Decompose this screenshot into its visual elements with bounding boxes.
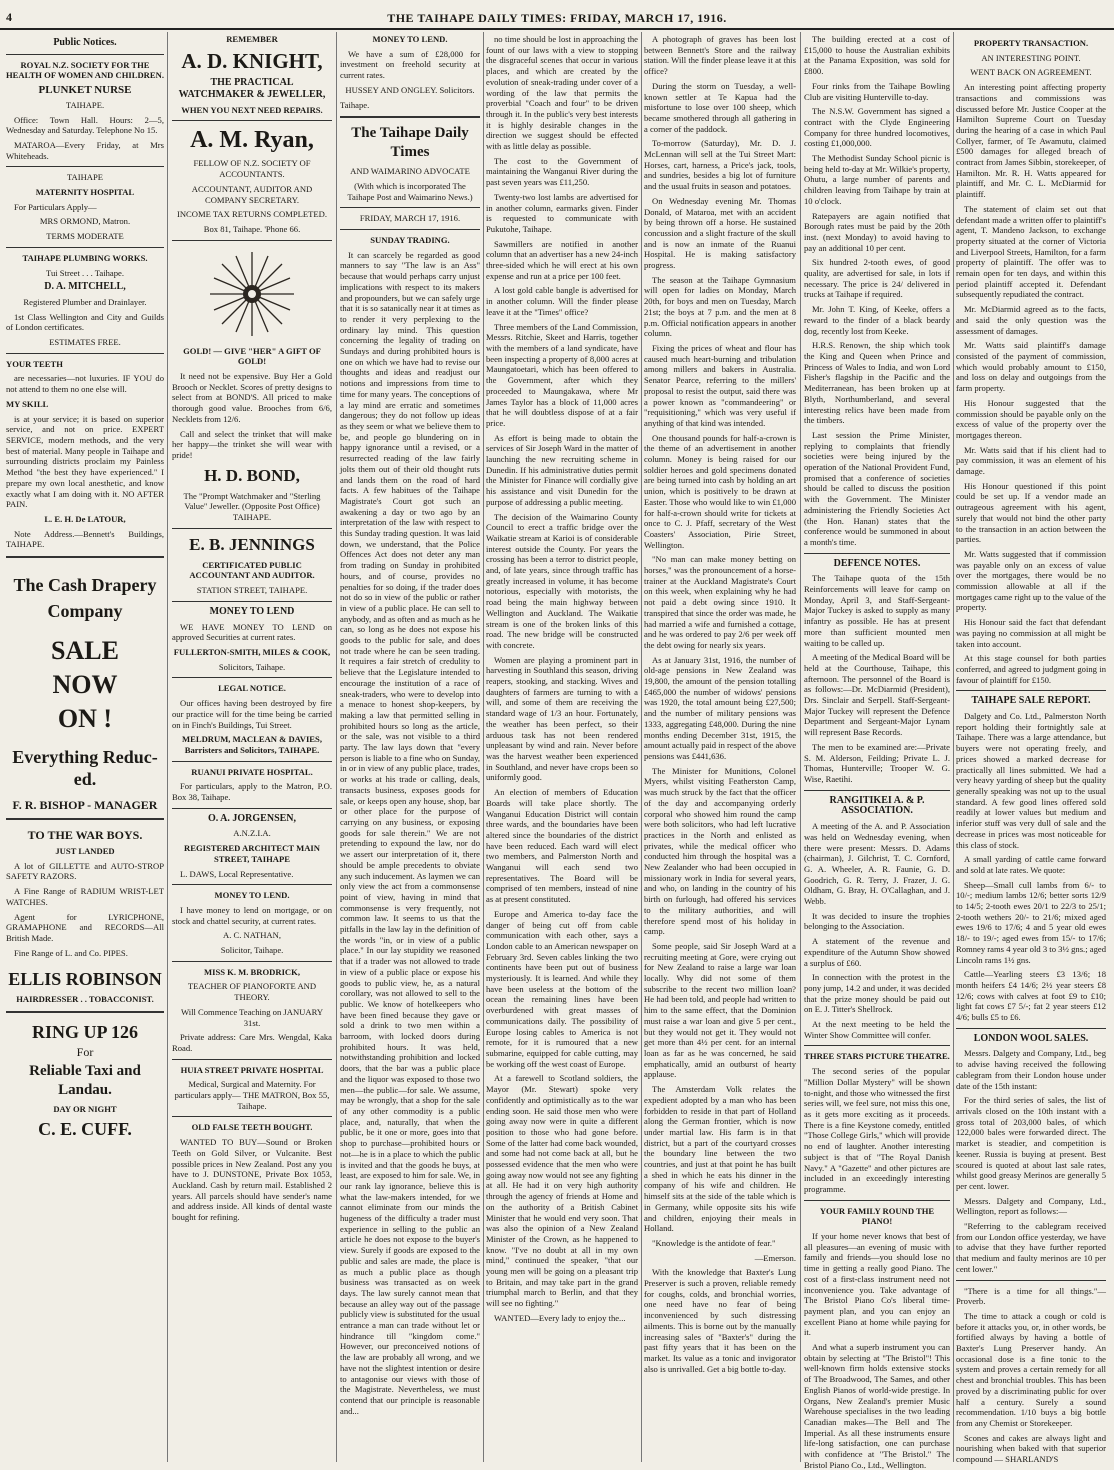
ruanui-hospital-body: For particulars, apply to the Matron, P.O. Box 38, Taihape. bbox=[172, 781, 332, 803]
bishop-manager: F. R. BISHOP - MANAGER bbox=[12, 798, 158, 813]
rangitikei-paragraph: A statement of the revenue and expenditure of the Autumn Show showed a surplus of £60. bbox=[804, 936, 950, 968]
maternity-heading: MATERNITY HOSPITAL bbox=[35, 187, 135, 198]
news-paragraph: An election of members of Education Boards will take place shortly. The Wanganui Education District will contain three wards, and the boundaries have been altered since the boundaries of the district have been reduced. Each ward will elect two members, and Palmerston North and Wanganui will each send two representatives. The Board will be comprised of ten members, instead of nine as at present constituted. bbox=[486, 787, 638, 905]
wool-paragraph: Messrs. Dalgety and Company, Ltd., Wellington, report as follows:— bbox=[956, 1195, 1106, 1217]
news-paragraph: As at January 31st, 1916, the number of old-age pensions in New Zealand was 19,800, the amount of the pension totalling £465,000 the number of widows' pensions was 1920, the total amount being £27,500; and the number of military pensions was 1333, aggregating £48,000. During the nine months ending December 31st, 1915, the amount actually paid in respect of the above pensions was £441,636. bbox=[644, 654, 797, 761]
knight-repairs: WHEN YOU NEXT NEED REPAIRS. bbox=[181, 104, 323, 115]
maternity-particulars: For Particulars Apply— bbox=[14, 201, 97, 212]
for-text: For bbox=[76, 1045, 94, 1060]
sharland-paragraph: Scones and cakes are always light and nourishing when baked with that superior compound — SHARLAND'S bbox=[956, 1432, 1106, 1465]
money-lend-body: We have a sum of £28,000 for investment on freehold security at current rates. bbox=[340, 48, 480, 81]
property-paragraph: Mr. Watts suggested that if commission was payable only on an excess of value over the mortgages, there would be no commission allowable at all if the mortgages came right up to the value of the property. bbox=[956, 548, 1106, 613]
jorgensen-name: O. A. JORGENSEN, bbox=[207, 812, 297, 824]
royal-society-notice: ROYAL N.Z. SOCIETY FOR THE HEALTH OF WOMEN AND CHILDREN. bbox=[6, 59, 164, 81]
daws-representative: L. DAWS, Local Representative. bbox=[180, 868, 294, 879]
radium-watches: A Fine Range of RADIUM WRIST-LET WATCHES. bbox=[6, 886, 164, 907]
news-paragraph: Last session the Prime Minister, replying to complaints that friendly societies were being injured by the operation of the National Provident Fund, promised that a conference of societies should be called to discuss the position with the Government. The Minister administering the Friendly Societies Act (the Hon. Hanan) states that the conference would be summoned in about a month's time. bbox=[804, 429, 950, 547]
teeth-heading: YOUR TEETH bbox=[6, 358, 63, 369]
ryan-box: Box 81, Taihape. 'Phone 66. bbox=[203, 223, 301, 234]
sale-text: SALE bbox=[51, 636, 119, 666]
column-rule bbox=[641, 32, 642, 1462]
column-rule bbox=[483, 32, 484, 1462]
masthead-title: THE TAIHAPE DAILY TIMES: FRIDAY, MARCH 17, 1916. bbox=[387, 11, 727, 25]
knight-name: A. D. KNIGHT, bbox=[181, 48, 323, 73]
emerson-quote: "Knowledge is the antidote of fear." bbox=[652, 1237, 776, 1248]
maternity-place: TAIHAPE bbox=[66, 172, 104, 183]
bond-name: H. D. BOND, bbox=[204, 465, 300, 485]
skill-body: is at your service; it is based on superior service, and not on price. EXPERT SERVICE, modern methods, and the very best of material. Many people in Taihape and surrounding districts proclaim my Painless Method "the best they have experienced." I prepare my own local anesthetic, and know exactly what I am doing with it. NO AFTER PAIN. bbox=[6, 413, 164, 510]
sale-report-paragraph: A small yarding of cattle came forward and sold at late rates. We quote: bbox=[956, 854, 1106, 875]
money-to-lend-2-heading: MONEY TO LEND. bbox=[214, 890, 290, 901]
nathan-solicitor: Solicitor, Taihape. bbox=[220, 945, 284, 956]
news-paragraph: The decision of the Waimarino County Council to erect a traffic bridge over the Waikatie stream at Karioi is of considerable interest outside the County. For years the crossing has been a terror to district people, and, of late years, since through traffic has greatly increased in volume, it has become notorious, especially with motorists, the road being the main highway between Wellington and Auckland. The Waikatie stream is one of the broken links of this road. The new bridge will be constructed with concrete. bbox=[486, 511, 638, 650]
meldrum-firm: MELDRUM, MACLEAN & DAVIES, Barristers and Solicitors, TAIHAPE. bbox=[182, 734, 322, 755]
fullerton-smith: FULLERTON-SMITH, MILES & COOK, bbox=[173, 646, 331, 657]
news-paragraph: "No man can make money betting on horses," was the pronouncement of a horse-trainer at the Auckland Magistrate's Court on this week, when explaining why he had not paid a debt owing since 1910. It transpired that since the order was made, he had married a wife and furnished a cottage, and he was ordered to pay 2/6 per week off the debt owing for nearly six years. bbox=[644, 554, 796, 650]
three-stars-paragraph: The second series of the popular "Million Dollar Mystery" will be shown to-night, and those who witnessed the first series will, we feel sure, not miss this one, as it gets more exciting as it proceeds. There is a fine Keystone comedy, entitled "Those College Girls," which will provide no end of laughter. Another interesting subject is that of "The Royal Danish Navy." A "Gazette" and other pictures are included in an exceedingly interesting programme. bbox=[804, 1066, 950, 1194]
column-rule bbox=[800, 32, 801, 1462]
cuff-name: C. E. CUFF. bbox=[38, 1119, 132, 1140]
family-piano-paragraph: And what a superb instrument you can obtain by selecting at "The Bristol"! This well-known firm holds extensive stocks of The Broadwood, The Sames, and other English Pianos of world-wide prestige. In Organs, New Zealand's premier Music Warehouse specialises in the two leading Canadian makes—The Bell and The Imperial. As all these instruments ensure life-long satisfaction, one can purchase with confidence at "The Bristol." The Bristol Piano Co., Ltd., Wellington. bbox=[804, 1342, 950, 1470]
gold-body: It need not be expensive. Buy Her a Gold Brooch or Necklet. Scores of pretty designs to select from at BOND'S. All priced to make thorough good value. Brooches from 6/6, Necklets from 12/6. bbox=[172, 371, 332, 424]
proverb: "There is a time for all things."—Proverb. bbox=[956, 1285, 1106, 1307]
column-rule bbox=[336, 32, 337, 1462]
property-paragraph: Mr. McDiarmid agreed as to the facts, and said the only question was the assessment of damages. bbox=[956, 304, 1106, 336]
property-paragraph: An interesting point affecting property transactions and commissions was discussed before Mr. Justice Cooper at the Hamilton Supreme Court on Tuesday during the hearing of a case in which Paul Collyer, farmer, of Te Awamutu, claimed £500 damages for alleged breach of contract from James Sibbin, storekeeper, of Hamilton. Mr. R. H. Watts appeared for plaintiff, and Mr. C. L. McDiarmid for plaintiff. bbox=[956, 82, 1106, 200]
pipes-range: Fine Range of L. and Co. PIPES. bbox=[14, 947, 128, 958]
gold-gift-heading: GOLD! — GIVE "HER" A GIFT OF GOLD! bbox=[183, 345, 321, 367]
column-5 bbox=[644, 34, 796, 1460]
ruanui-hospital-heading: RUANUI PRIVATE HOSPITAL. bbox=[191, 766, 313, 777]
news-paragraph: Some people, said Sir Joseph Ward at a recruiting meeting at Gore, were crying out for New Zealand to raise a large war loan locally. Why did not some of them subscribe to the recent two million loan? He had been told, and people had written to him to the same effect, that the Dominion must raise a war loan and give 5 per cent., but they would not get it. They would not get more than 4½ per cent. for an internal loan as far as he was concerned, he said emphatically, amid an outburst of hearty applause. bbox=[644, 940, 796, 1080]
money-lend-heading: MONEY TO LEND. bbox=[372, 34, 448, 44]
nathan-name: A. C. NATHAN, bbox=[222, 930, 281, 941]
newspaper-title: The Taihape Daily Times bbox=[351, 125, 469, 161]
money-to-lend-2-body: I have money to lend on mortgage, or on stock and chattel security, at current rates. bbox=[172, 904, 332, 926]
newspaper-subtitle: AND WAIMARINO ADVOCATE bbox=[350, 166, 470, 177]
knight-practical: THE PRACTICAL WATCHMAKER & JEWELLER, bbox=[178, 76, 326, 100]
emerson-attribution: —Emerson. bbox=[754, 1252, 796, 1263]
news-paragraph: Fixing the prices of wheat and flour has caused much heart-burning and tribulation among millers and bakers in Australia. Senator Pearce, referring to the millers' proposal to resist the output, said there was a power known as "commandeering" or "requisitioning," which was very useful if anything of that kind was intended. bbox=[644, 342, 796, 428]
rangitikei-paragraph: At the next meeting to be held the Winter Show Committee will confer. bbox=[804, 1019, 950, 1040]
cash-drapery-company: Company bbox=[47, 601, 123, 622]
gold-brooch-illustration bbox=[204, 246, 300, 342]
news-paragraph: Twenty-two lost lambs are advertised for in another column, earmarks given. Finder is requested to communicate with Pukutohe, Taihape. bbox=[486, 191, 638, 234]
property-paragraph: His Honour said the fact that defendant was paying no commission at all might be taken into account. bbox=[956, 617, 1106, 649]
defence-paragraph: The Taihape quota of the 15th Reinforcements will leave for camp on Monday, April 3, and Staff-Sergeant-Major Tuckey is asked to supply as many infantry as possible. He has at present more than sufficient mounted men waiting to be called up. bbox=[804, 573, 950, 648]
plumber-estimates: ESTIMATES FREE. bbox=[49, 337, 121, 348]
wool-paragraph: Messrs. Dalgety and Company, Ltd., beg to advise having received the following cablegram from their London house under date of the 15th instant: bbox=[956, 1048, 1106, 1091]
column-1 bbox=[6, 34, 164, 1460]
plumbing-street: Tui Street . . . Taihape. bbox=[46, 267, 124, 278]
news-paragraph: no time should be lost in approaching the fount of our laws with a view to stopping the disgraceful scenes that occur in various places, and which are created by the evolution of sneak-trading under cover of a wording of the law that permits the proverbial "Coach and four" to be driven through it. In the public's very best interests it is highly desirable changes in the direction we suggest should be effected with as little delay as possible. bbox=[486, 34, 638, 152]
rangitikei-paragraph: It was decided to insure the trophies belonging to the Association. bbox=[804, 910, 950, 932]
news-paragraph: The Methodist Sunday School picnic is being held to-day at Mr. Wilkie's property, Ohutu, a large number of parents and children leaving from Taihape by train at 10 o'clock. bbox=[804, 153, 950, 206]
ryan-income-tax: INCOME TAX RETURNS COMPLETED. bbox=[176, 209, 328, 220]
property-paragraph: At this stage counsel for both parties conferred, and agreed to judgment going in favour of plaintiff for £150. bbox=[956, 653, 1106, 685]
just-landed: JUST LANDED bbox=[55, 846, 115, 857]
hairdresser-tobacconist: HAIRDRESSER . . TOBACCONIST. bbox=[16, 994, 154, 1005]
news-paragraph: The building erected at a cost of £15,000 to house the Australian exhibits at the Panama Exposition, was sold for £800. bbox=[804, 34, 950, 77]
news-paragraph: The season at the Taihape Gymnasium will open for ladies on Monday, March 20th, for boys and men on Tuesday, March 21st; the boys at 7 p.m. and the men at 8 p.m. Official notification appears in another column. bbox=[644, 274, 796, 339]
maternity-terms: TERMS MODERATE bbox=[46, 231, 124, 242]
column-7 bbox=[956, 34, 1106, 1465]
huia-hospital-body: Medical, Surgical and Maternity. For particulars apply— THE MATRON, Box 55, Taihape. bbox=[174, 1079, 330, 1111]
column-rule bbox=[167, 32, 168, 1462]
family-piano-heading: YOUR FAMILY ROUND THE PIANO! bbox=[819, 1205, 935, 1227]
money-to-lend-body: WE HAVE MONEY TO LEND on approved Securities at current rates. bbox=[172, 621, 332, 643]
sale-report-paragraph: Sheep—Small cull lambs from 6/- to 10/-; medium lambs 12/6; better sorts 12/9 to 14/5; 2-tooth ewes 20/1 to 22/3 to 25/1; 2-tooth wethers 20/- to 21/6; mixed aged ewes 19/6 to 17/6; 4 and 5 year old ewes 18/- to 19/-; aged ewes from 15/- to 17/6; Romney rams 4 year old 3 to 3½ gns.; aged Lincoln rams 1½ gns. bbox=[956, 879, 1106, 965]
false-teeth-heading: OLD FALSE TEETH BOUGHT. bbox=[191, 1122, 313, 1133]
sale-report-heading: TAIHAPE SALE REPORT. bbox=[971, 695, 1091, 707]
jennings-address: STATION STREET, TAIHAPE. bbox=[196, 585, 308, 596]
news-paragraph: The N.S.W. Government has signed a contract with the Clyde Engineering Company for three hundred locomotives, costing £1,000,000. bbox=[804, 106, 950, 149]
news-paragraph: Ratepayers are again notified that Borough rates must be paid by the 20th inst. (next Monday) to avoid having to pay an additional 10 per cent. bbox=[804, 210, 950, 253]
defence-paragraph: A meeting of the Medical Board will be held at the Courthouse, Taihape, this afternoon. The personnel of the Board is as follows:—Dr. McDiarmid (President), Drs. Sinclair and Serpell. Staff-Sergeant-Major Tuckey will represent the Defence Department and Sergeant-Major Lynam will represent Base Records. bbox=[804, 652, 950, 738]
brodrick-teacher: TEACHER OF PIANOFORTE AND THEORY. bbox=[187, 981, 317, 1003]
cash-drapery-title: The Cash Drapery bbox=[13, 575, 157, 596]
property-paragraph: Mr. Watts said that if his client had to pay commission, it was an element of his damage. bbox=[956, 444, 1106, 477]
editorial-body: It can scarcely be regarded as good manners to say "The law is an Ass" because that would perhaps carry unjust implications with respect to its makers and propounders, but we can safely urge that it is so satanically near it at times as to render it very perplexing to the ordinary lay mind. This question concerning the legality of trading on Sundays and during prohibited hours is one on which we have had to revise our thoughts and ideas and readjust our notions and impressions from time to time for many years. The conceptions of a lay mind are erratic and sometimes dangerous; they do not follow up ideas as they seem or what we believe them to be, and people go blundering on in happy ignorance until a revised, or a resurrected reading of the law fairly jolts them out of their old thought ruts and lands them on the road of hard facts. A few habitues of the Taihape Magistrate's Court got such an awakening a day or two ago by an interpretation of the law with respect to this Sunday trading question. It was laid down, we understand, that the Police Offences Act does not deter any man from trading on Sunday in prohibited hours, and of course, provides no penalties for so doing, if the trader does not do so in view of the public or rather in view of a public place. He can sell to anybody, and as often and as much as he can, so long as he does not expose his goods to the public for sale, and does not trade where he can be seen trading. It requires a fair stretch of credulity to believe that the Legislature intended to encourage the institution of a race of sneak-traders, who were to develop into a menace to honest shop-keepers, by making a law that permitted selling in prohibited hours so long as the article, or the sale, was not visible to a third party. The law lays down that "every person is liable to a fine who on Sunday, in or in view of any public place, trades, or works at his trade or calling, deals, transacts business, exposes goods for sale, or keeps open any house, shop, bar or other place for the purpose of carrying on any business, or exposing goods for sale therein." We are not pretending to expound the law, nor do we assert our interpretation of it, there should be ample precedents to obviate any such inducement. As laymen we can only view the act from a commonsense point of view, having in mind that commonsense is very frequently, not common law. It seems to us that the pitfalls in the law lay in the definition of the words "in, or in view of a public place." In our lay stupidity we reasoned that if a trader was not allowed to trade in view of a public place or expose his goods to public view, he, as a natural corollary, was not allowed to sell to the public. We know of hotelkeepers who have been fined because they gave or sold a drink to two men within a barroom, with locked doors during prohibited hours. It was held, notwithstanding prohibition and locked doors, that the bar was a public place and the liquor was exposed to those two men—the public—for sale. We assume, may be wrongly, that a shop for the sale of any other commodity is a public place, and, naturally, that when the public, be it one or more, goes into that shop to purchase—prohibited hours or not—he is in a place to which the public is invited and that the goods he buys, at least, are exposed to him for sale. We, in our rank lay ignorance, believe this is what the law-makers intended, for we cannot eliminate from our minds the hugeness of the difficulty a trader must experience in selling to the public an article he does not expose to the buyer's view. Surely if goods are exposed to the public and sales are made, the place is as much a public place as though business was transacted as on week days. The law surely cannot mean that because an alley way out of the passage publicly view is substituted for the usual entrance a man can trade without let or hindrance till "kingdom come." However, our preconceived notions of the law are probably all wrong, and we have not the slightest intention or desire to antagonise our views with those of the Magistrate. Nevertheless, we must contend that our principle is reasonable and... bbox=[340, 249, 480, 1416]
everything-reduced: Everything Reduc- ed. bbox=[12, 747, 158, 790]
jennings-name: E. B. JENNINGS bbox=[189, 534, 315, 554]
column-4 bbox=[486, 34, 638, 1460]
jennings-subtitle: CERTIFICATED PUBLIC ACCOUNTANT AND AUDITOR. bbox=[189, 559, 315, 581]
news-paragraph: During the storm on Tuesday, a well-known settler at Te Kapua had the misfortune to lose over 100 sheep, which became smothered through all gathering in a corner of the paddock. bbox=[644, 80, 796, 134]
plumber-certificates: 1st Class Wellington and City and Guilds of London certificates. bbox=[6, 311, 164, 333]
column-3 bbox=[340, 34, 480, 1460]
teeth-body: are necessaries—not luxuries. IF YOU do not attend to them no one else will. bbox=[6, 373, 164, 395]
defence-paragraph: The men to be examined are:—Private S. M. Alderson, Feilding; Private L. J. Thomas, Hunterville; Trooper W. G. Wise, Raetihi. bbox=[804, 741, 950, 784]
defence-notes-heading: DEFENCE NOTES. bbox=[833, 557, 921, 569]
rangitikei-paragraph: A meeting of the A. and P. Association was held on Wednesday evening, when there were present: Messrs. D. Adams (chairman), J. Gilchrist, T. C. Cornford, G. A. Wheeler, A. R. Faunie, G. D. Goodrich, G. R. Terry, J. Frazer, J. G. Oldham, G. Bray, H. O'Callaghan, and J. Webb. bbox=[804, 821, 950, 907]
legal-notice-body: Our offices having been destroyed by fire our practice will for the time being be carried on in Finch's Buildings, Tui Street. bbox=[172, 698, 332, 730]
rangitikei-paragraph: In connection with the protest in the pony jump, 14.2 and under, it was decided that the prize money should be paid out on E. J. Titter's Shellrock. bbox=[804, 972, 950, 1015]
maternity-matron: MRS ORMOND, Matron. bbox=[39, 216, 131, 227]
money-to-lend-heading: MONEY TO LEND bbox=[209, 605, 295, 617]
plumber-name: D. A. MITCHELL, bbox=[44, 281, 126, 293]
brodrick-teaching: Will Commence Teaching on JANUARY 31st. bbox=[180, 1006, 324, 1028]
property-paragraph: His Honour questioned if this point could be set up. If a vendor made an outrageous agreement with his agent, surely that would not bind the other party to the transaction in an action between the parties. bbox=[956, 480, 1106, 545]
news-paragraph: A lost gold cable bangle is advertised for in another column. Will the finder please leave it at the "Times" office? bbox=[486, 285, 638, 317]
bond-subtitle: The "Prompt Watchmaker and "Sterling Value" Jeweller. (Opposite Post Office) TAIHAPE. bbox=[183, 490, 321, 523]
skill-heading: MY SKILL bbox=[6, 398, 49, 409]
gold-body-2: Call and select the trinket that will make her happy—the trinket she will wear with pride! bbox=[172, 428, 332, 460]
rangitikei-heading: RANGITIKEI A. & P. ASSOCIATION. bbox=[829, 794, 925, 817]
war-boys-heading: TO THE WAR BOYS. bbox=[27, 828, 143, 843]
news-paragraph: The cost to the Government of maintaining the Wanganui River during the past seven years was £11,250. bbox=[486, 155, 638, 188]
hussey-place: Taihape. bbox=[340, 99, 370, 110]
plumber-registered: Registered Plumber and Drainlayer. bbox=[23, 296, 147, 307]
property-subheading: AN INTERESTING POINT. bbox=[981, 52, 1081, 63]
property-subheading-2: WENT BACK ON AGREEMENT. bbox=[970, 67, 1092, 78]
news-paragraph: As effort is being made to obtain the services of Sir Joseph Ward in the matter of launching the new recruiting scheme in Dunedin. If his administrative duties permit the Minister for Finance will cordially give his assistance and visit Dunedin for the purpose of addressing a public meeting. bbox=[486, 432, 638, 507]
news-paragraph: With the knowledge that Baxter's Lung Preserver is such a proven, reliable remedy for coughs, colds, and bronchial worries, one need have no fear of being inconvenienced by such distressing ailments. This is borne out by the manually increasing sales of "Baxter's" during the past fifty years that it has been on the market. Its value as a tonic and invigorator also is unrivalled. Get a big bottle to-day. bbox=[644, 1267, 796, 1374]
ryan-accountant: ACCOUNTANT, AUDITOR AND COMPANY SECRETARY. bbox=[191, 183, 313, 205]
legal-notice-heading: LEGAL NOTICE. bbox=[218, 683, 286, 694]
plunket-office: Office: Town Hall. Hours: 2—5, Wednesday and Saturday. Telephone No 15. bbox=[6, 114, 164, 136]
news-paragraph: Four rinks from the Taihape Bowling Club are visiting Hunterville to-day. bbox=[804, 80, 950, 102]
property-paragraph: Mr. Watts said plaintiff's damage consisted of the payment of commission, which would probably amount to £150, and loss on delay and outgoings from the farm property. bbox=[956, 340, 1106, 394]
news-paragraph: WANTED—Every lady to enjoy the... bbox=[494, 1312, 626, 1323]
reliable-taxi: Reliable Taxi and Landau. bbox=[29, 1062, 141, 1098]
baxter-paragraph: The time to attack a cough or cold is before it attacks you, or, in other words, be fortified always by having a bottle of Baxter's Lung Preserver handy. An occasional dose is a fine tonic to the system and proves a certain remedy for all chest and bronchial troubles. This has been proved by a discriminating public for over half a century. Surely a sound recommendation. 1/10 buys a big bottle from any Chemist or Storekeeper. bbox=[956, 1310, 1106, 1428]
news-paragraph: The Amsterdam Volk relates the expedient adopted by a man who has been forbidden to reside in that part of Holland along the German frontier, which is now under martial law. His farm is in that district, but a part of the courtyard crosses the boundary line between the two countries, and just at that point he has built a shed in which he eats his dinner in the company of his wife and children. He himself sits at the side of the table which is in Germany, while opposite sits his wife and children, enjoying their meals in Holland. bbox=[644, 1084, 796, 1234]
plunket-mataroa: MATAROA—Every Friday, at Mrs Whiteheads. bbox=[6, 139, 164, 161]
wool-paragraph: For the third series of sales, the list of arrivals closed on the 10th instant with a gross total of 203,000 bales, of which 122,000 bales were forwarded direct. The market is steadier, and competition is keener. Russia is buying at present. Best scoured is quoted at about last sale rates, whilst good greasy Merinos are generally 5 per cent. lower. bbox=[956, 1095, 1106, 1191]
dentist-name: L. E. H. De LATOUR, bbox=[44, 513, 126, 524]
news-paragraph: To-morrow (Saturday), Mr. D. J. McLennan will sell at the Tui Street Mart: Horses, cart, harness, a Price's jack, tools, and sundries, besides a big lot of furniture and the usual fruits in season and potatoes. bbox=[644, 138, 796, 192]
huia-hospital-heading: HUIA STREET PRIVATE HOSPITAL bbox=[180, 1064, 324, 1075]
news-paragraph: Women are playing a prominent part in harvesting in Southland this season, driving reapers, stooking, and stacking. Wives and daughters of farmers are turning to with a will, and some of them are receiving the standard wage of 1/3 an hour. Fortunately, the weather has been perfect, so their arduous task has not been rendered unpleasant by wind and rain. Never before was the harvest weather been experienced in Southland, and never have crops been so uniformly good. bbox=[486, 654, 638, 783]
jorgensen-anzia: A.N.Z.I.A. bbox=[233, 828, 271, 839]
newspaper-incorporated: (With which is incorporated The Taihape Post and Waimarino News.) bbox=[347, 180, 473, 202]
hussey-ongley: HUSSEY AND ONGLEY. Solicitors. bbox=[345, 84, 475, 95]
column-6 bbox=[804, 34, 950, 1470]
three-stars-heading: THREE STARS PICTURE THEATRE. bbox=[804, 1051, 950, 1062]
wool-paragraph: "Referring to the cablegram received from our London office yesterday, we have to advise that they have further reported that medium and faulty merinos are 10 per cent lower." bbox=[956, 1221, 1106, 1274]
news-paragraph: The Minister for Munitions, Colonel Myers, whilst visiting Featherston Camp, was much struck by the fact that the officer of the day and accompanying orderly corporal who showed him round the camp were both solicitors, who had left lucrative practices in the North and enlisted as privates, while the medical officer who conducted him through the hospital was a New Zealander who had been occupied in missionary work in India for several years, and who, on landing in the country of his birth on furlough, had offered his services to the military authorities, and will therefore spend most of his holiday in camp. bbox=[644, 765, 796, 937]
jorgensen-architect: REGISTERED ARCHITECT MAIN STREET, TAIHAPE bbox=[184, 843, 320, 864]
news-paragraph: Six hundred 2-tooth ewes, of good quality, are advertised for sale, in lots if necessary. The price is 24/ delivered in trucks at Taihape if required. bbox=[804, 257, 950, 300]
lyricphone-agent: Agent for LYRICPHONE, GRAMAPHONE and RECORDS—All British Made. bbox=[6, 911, 164, 943]
plumbing-heading: TAIHAPE PLUMBING WORKS. bbox=[22, 252, 148, 263]
remember-label: REMEMBER bbox=[226, 34, 278, 44]
gillette-razors: A lot of GILLETTE and AUTO-STROP SAFETY RAZORS. bbox=[6, 860, 164, 882]
brodrick-name: MISS K. M. BRODRICK, bbox=[204, 966, 300, 977]
news-paragraph: On Wednesday evening Mr. Thomas Donald, of Mataroa, met with an accident by being thrown off a horse. He sustained concussion and a slight fracture of the skull and is now an inmate of the Ruanui Hospital. He is making satisfactory progress. bbox=[644, 195, 796, 271]
property-transaction-heading: PROPERTY TRANSACTION. bbox=[973, 38, 1089, 48]
sunday-trading-heading: SUNDAY TRADING. bbox=[370, 235, 450, 246]
property-paragraph: The statement of claim set out that defendant made a written offer to plaintiff's agent, T. Mandeno Jackson, to exchange property situated at the corner of Victoria and Liverpool Streets, Hamilton, for a farm property of plaintiff. The offer was to remain open for ten days, and within this period plaintiff accepted it. Defendant subsequently repudiated the contract. bbox=[956, 203, 1106, 300]
news-paragraph: Mr. John T. King, of Keeke, offers a reward to the finder of a black beardy dog, recently lost from Keeke. bbox=[804, 304, 950, 336]
plunket-nurse-heading: PLUNKET NURSE bbox=[38, 84, 132, 97]
fullerton-solicitors: Solicitors, Taihape. bbox=[218, 661, 286, 672]
news-paragraph: H.R.S. Renown, the ship which took the King and Queen when Prince and Princess of Wales to India, and won Lord Fisher's flagship in the Pacific and the Mediterranean, has been broken up at Blyth, Northumberland, and several interesting relics have been made from the timbers. bbox=[804, 340, 950, 426]
day-or-night: DAY OR NIGHT bbox=[53, 1103, 117, 1114]
sale-report-paragraph: Dalgety and Co. Ltd., Palmerston North report holding their fortnightly sale at Taihape. There was a large attendance, but buyers were not operating freely, and prices showed a marked decrease for practically all lines submitted. We had a very heavy yarding of sheep but the quality generally speaking was not up to the usual standard. A few good lines offered sold readily at lower values but medium and inferior stuff was very dull of sale and the decrease in prices was most noticeable for this class of stock. bbox=[956, 711, 1106, 850]
column-rule bbox=[953, 32, 954, 1462]
news-paragraph: Europe and America to-day face the danger of being cut off from cable communication with each other, says a London cable to an American newspaper on February 3rd. Seven cables linking the two continents have been put out of business mysteriously. It is learned. And while they have been useless at the bottom of the ocean the remaining lines have been overburdened with great masses of communications daily. The possibility of Europe losing cables to America is not remote, for it is rumoured that a new submarine, equipped for cable cutting, may be working off the west coast of Europe. bbox=[486, 908, 638, 1069]
on-text: ON ! bbox=[57, 704, 113, 734]
news-paragraph: One thousand pounds for half-a-crown is the theme of an advertisement in another column. Money is being raised for our soldier heroes and gold specimens donated are being turned into cash by holding an art union, which is positively to be drawn at Easter. Those who would like to win £1,000 for half-a-crown should write for tickets at once to C. J. Pfaff, secretary of the West Coasters' Association, Pirie Street, Wellington. bbox=[644, 432, 796, 550]
public-notices-heading: Public Notices. bbox=[53, 37, 117, 48]
property-paragraph: His Honour suggested that the commission should be payable only on the excess of value of the property over the mortgages thereon. bbox=[956, 397, 1106, 440]
news-paragraph: Three members of the Land Commission, Messrs. Ritchie, Skeet and Harris, together with the members of a land syndicate, have been inspecting a property of 8,000 acres at Maungatoetari, which has been offered to the Government, after which they proceeded to Maungakawa, where Mr James Taylor has a block of 11,000 acres that he will doubtless dispose of at a fair price. bbox=[486, 321, 638, 428]
ryan-fellow: FELLOW OF N.Z. SOCIETY OF ACCOUNTANTS. bbox=[193, 158, 311, 180]
news-paragraph: At a farewell to Scotland soldiers, the Mayor (Mr. Stewart) spoke very confidently and optimistically as to the war ending soon. He said those men who were going away now were in quite a different position to those who had gone before. Some of the latter had come back wounded, and some had not come back at all, but he possessed evidence that the men who were going away now would not see any fighting at all. He had it on very high authority through the agency of friends at Home and on the authority of a British Cabinet Minister that he would end very soon. That was also the opinion of a New Zealand Minister of the Crown, as he happened to know. "I've no doubt at all in my own mind," continued the speaker, "that our young men will be going on a pleasant trip to Britain, and may take part in the grand triumphal march to Berlin, and that they will see no fighting." bbox=[486, 1073, 638, 1309]
brodrick-address: Private address: Care Mrs. Wengdal, Kaka Road. bbox=[172, 1032, 332, 1053]
ryan-name: A. M. Ryan, bbox=[190, 127, 314, 154]
page-number: 4 bbox=[6, 10, 12, 24]
ellis-robinson: ELLIS ROBINSON bbox=[8, 969, 162, 990]
dentist-address: Note Address.—Bennett's Buildings, TAIHAPE. bbox=[6, 528, 164, 550]
masthead bbox=[0, 8, 1114, 30]
news-paragraph: Sawmillers are notified in another column that an advertiser has a new 24-inch three-sided which he will erect at his own expense and run at a price per 100 feet. bbox=[486, 238, 638, 281]
family-piano-paragraph: If your home never knows that best of all pleasures—an evening of music with family and friends—you should lose no time in getting a really good Piano. The cost of a first-class instrument need not inconvenience you. Take advantage of The Bristol Piano Co's liberal time-payment plan, and you can enjoy an excellent Piano at home while paying for it. bbox=[804, 1231, 950, 1338]
column-2 bbox=[172, 34, 332, 1460]
false-teeth-body: WANTED TO BUY—Sound or Broken Teeth on Gold Silver, or Vulcanite. Best possible prices in New Zealand. Post any you have to J. DUNSTONE, Private Box 1053, Auckland. Cash by return mail. Established 2 years. All parcels should have sender's name and address inside. All kinds of dental waste bought for refining. bbox=[172, 1137, 332, 1223]
sale-report-paragraph: Cattle—Yearling steers £3 13/6; 18 month heifers £4 14/6; 2½ year steers £8 12/6; cows with calves at foot £9 to £10; light fat cows £7 5/-; fat 2 year steers £12 4/6; bulls £5 to £6. bbox=[956, 969, 1106, 1023]
editorial-date: FRIDAY, MARCH 17, 1916. bbox=[359, 213, 461, 224]
wool-sales-heading: LONDON WOOL SALES. bbox=[973, 1032, 1089, 1044]
news-paragraph: A photograph of graves has been lost between Bennett's Store and the railway station. Will the finder please leave it at this office? bbox=[644, 34, 796, 77]
now-text: NOW bbox=[52, 670, 118, 700]
ring-up-126: RING UP 126 bbox=[31, 1022, 138, 1043]
plunket-place: TAIHAPE. bbox=[65, 99, 105, 110]
